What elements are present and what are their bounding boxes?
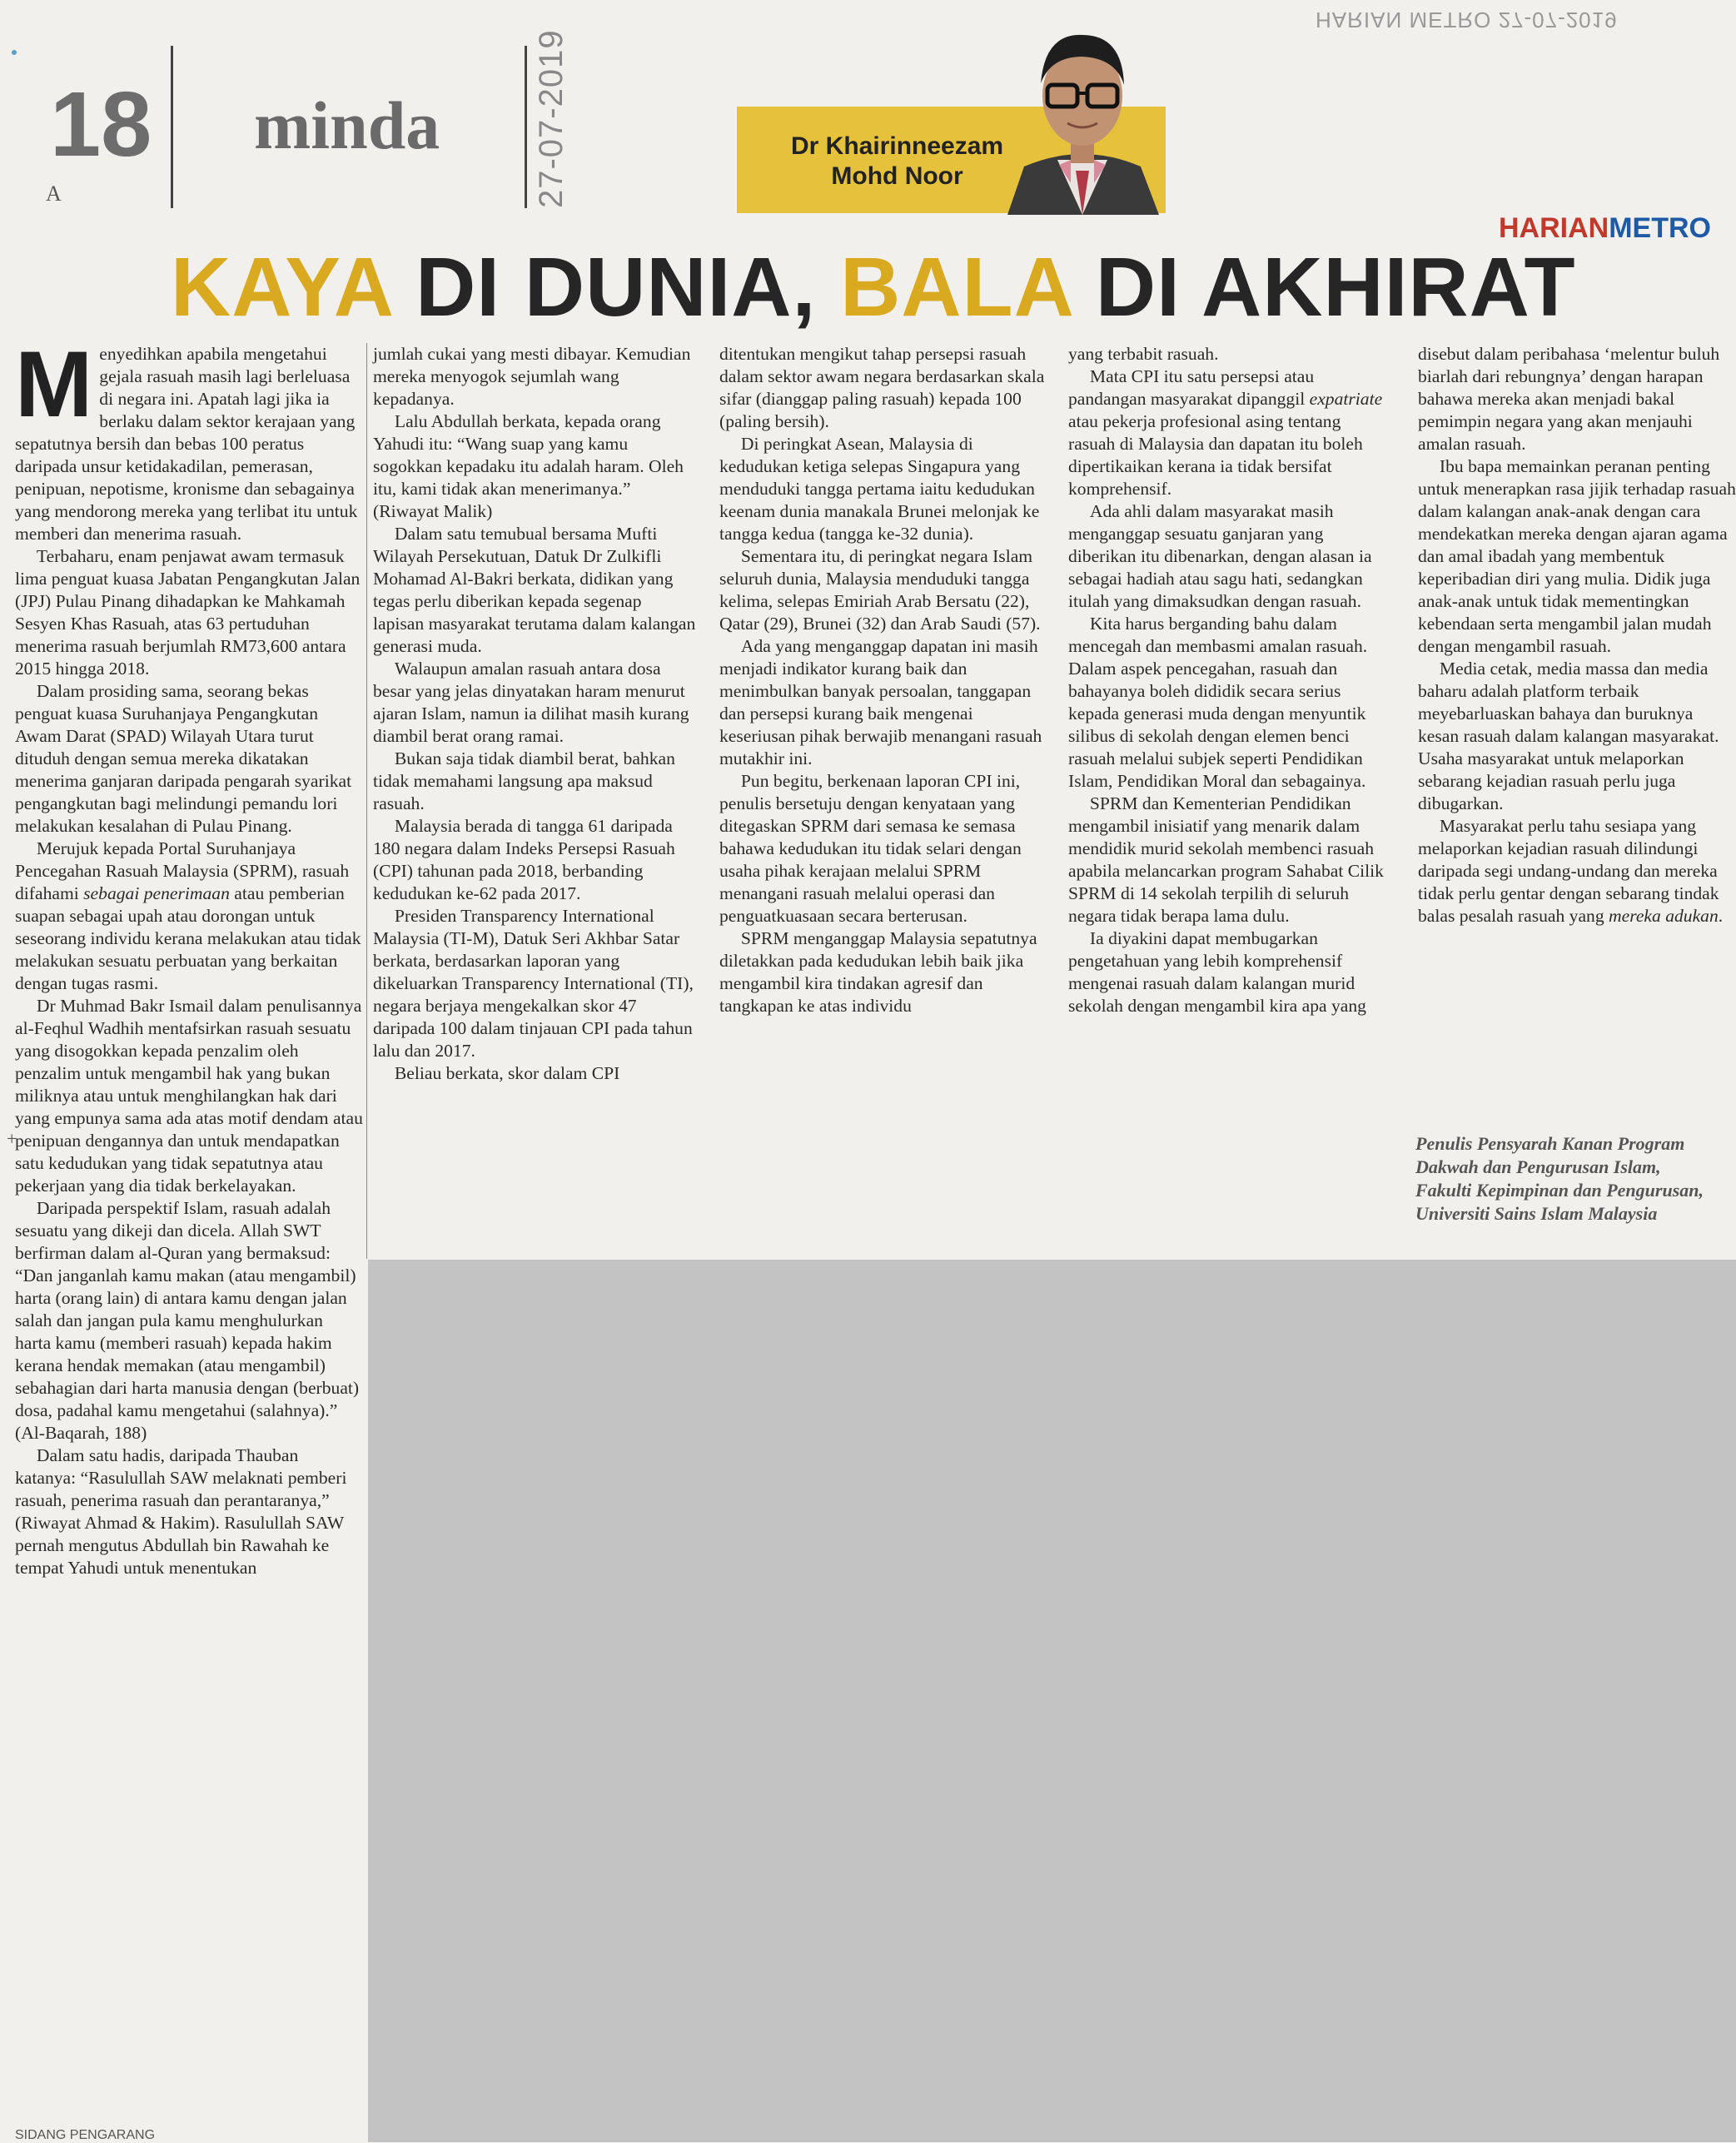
- paragraph: Walaupun amalan rasuah antara dosa besar yang jelas dinyatakan haram menurut ajaran Islam, namun ia dilihat masih kurang diambil berat orang ramai.: [373, 659, 689, 746]
- section-title: minda: [254, 87, 440, 163]
- paragraph: Malaysia berada di tangga 61 daripada 180 negara dalam Indeks Persepsi Rasuah (CPI) tahunan pada 2018, berbanding kedudukan ke-62 pada 2017.: [373, 816, 675, 903]
- article-column-4: [1068, 343, 1391, 1017]
- margin-mark: +: [7, 1128, 17, 1149]
- paragraph: Media cetak, media massa dan media baharu adalah platform terbaik meyebarluaskan bahaya dan buruknya kesan rasuah dalam kalangan masyarakat. Usaha masyarakat untuk melaporkan sebarang kejadian rasuah perlu juga dibugarkan.: [1418, 659, 1719, 813]
- paragraph: Lalu Abdullah berkata, kepada orang Yahudi itu: “Wang suap yang kamu sogokkan kepadaku itu adalah haram. Oleh itu, kami tidak akan menerimanya.” (Riwayat Malik): [373, 411, 684, 521]
- paragraph: Masyarakat perlu tahu sesiapa yang melaporkan kejadian rasuah dilindungi daripada segi undang-undang dan mereka tidak perlu gentar dengan sebarang tindak balas pesalah rasuah yang mereka adukan.: [1418, 816, 1724, 926]
- author-bio: Penulis Pensyarah Kanan Program Dakwah dan Pengurusan Islam, Fakulti Kepimpinan dan Pengurusan, Universiti Sains Islam Malaysia: [1415, 1133, 1704, 1224]
- paragraph: disebut dalam peribahasa ‘melentur buluh biarlah dari rebungnya’ dengan harapan bahawa mereka akan menjadi bakal pemimpin negara yang akan menjauhi amalan rasuah.: [1418, 344, 1720, 454]
- article-column-1: Menyedihkan apabila mengetahui gejala rasuah masih lagi berleluasa di negara ini. Apatah lagi jika ia berlaku dalam sektor kerajaan yang sepatutnya bersih dan bebas 100 peratus daripada unsur ketidakadilan, pemerasan, penipuan, nepotisme, kronisme dan sebagainya yang mendorong mereka yang terlibat itu untuk memberi dan menerima rasuah. Terbaharu, enam penjawat awam termasuk lima penguat kuasa Jabatan Pengangkutan Jalan (JPJ) Pulau Pinang dihadapkan ke Mahkamah Sesyen Khas Rasuah, atas 63 pertuduhan menerima rasuah berjumlah RM73,600 antara 2015 hingga 2018. Dalam prosiding sama, seorang bekas penguat kuasa Suruhanjaya Pengangkutan Awam Darat (SPAD) Wilayah Utara turut dituduh dengan semua mereka dikatakan menerima ganjaran daripada pengarah syarikat pengangkutan bagi melindungi pemandu lori melakukan kesalahan di Pulau Pinang. Merujuk kepada Portal Suruhanjaya Pencegahan Rasuah Malaysia (SPRM), rasuah difahami sebagai penerimaan atau pemberian suapan sebagai upah atau dorongan untuk seseorang individu kerana melakukan atau tidak melakukan sesuatu perbuatan yang berkaitan dengan tugas rasmi. Dr Muhmad Bakr Ismail dalam penulisannya al-Feqhul Wadhih mentafsirkan rasuah sesuatu yang disogokkan kepada penzalim oleh penzalim untuk mengambil hak yang bukan miliknya atau untuk menghilangkan hak dari yang empunya sama ada atas motif dendam atau penipuan dengannya dan untuk mendapatkan satu kedudukan yang tidak sepatutnya atau pekerjaan yang dia tidak berkelayakan. Daripada perspektif Islam, rasuah adalah sesuatu yang dikeji dan dicela. Allah SWT berfirman dalam al-Quran yang bermaksud: “Dan janganlah kamu makan (atau mengambil) harta (orang lain) di antara kamu dengan jalan salah dan jangan pula kamu menghulurkan harta kamu (memberi rasuah) kepada hakim kerana hendak memakan (atau mengambil) sebahagian dari harta manusia dengan (berbuat) dosa, padahal kamu mengetahui (salahnya).” (Al-Baqarah, 188) Dalam satu hadis, daripada Thauban katanya: “Rasulullah SAW melaknati pemberi rasuah, penerima rasuah dan perantaranya,” (Riwayat Ahmad & Hakim). Rasulullah SAW pernah mengutus Abdullah bin Rawahah ke tempat Yahudi untuk menentukan: [15, 332, 363, 1578]
- footer-label: SIDANG PENGARANG: [15, 2128, 156, 2142]
- newspaper-brand: HARIANMETRO: [1499, 212, 1711, 244]
- paragraph: Daripada perspektif Islam, rasuah adalah sesuatu yang dikeji dan dicela. Allah SWT berfirman dalam al-Quran yang bermaksud: “Dan janganlah kamu makan (atau mengambil) harta (orang lain) di antara kamu dengan jalan salah dan jangan pula kamu menghulurkan harta kamu (memberi rasuah) kepada hakim kerana hendak memakan (atau mengambil) sebahagian dari harta manusia dengan (berbuat) dosa, padahal kamu mengetahui (salahnya).” (Al-Baqarah, 188): [15, 1198, 360, 1443]
- blank-area: [368, 1260, 1736, 2142]
- paragraph: Dalam satu hadis, daripada Thauban katanya: “Rasulullah SAW melaknati pemberi rasuah, penerima rasuah dan perantaranya,” (Riwayat Ahmad & Hakim). Rasulullah SAW pernah mengutus Abdullah bin Rawahah ke tempat Yahudi untuk menentukan: [15, 1445, 347, 1578]
- paragraph: Kita harus berganding bahu dalam mencegah dan membasmi amalan rasuah. Dalam aspek pencegahan, rasuah dan bahayanya boleh dididik secara serius kepada generasi muda dengan menyuntik silibus di sekolah dengan elemen benci rasuah melalui subjek seperti Pendidikan Islam, Pendidikan Moral dan sebagainya.: [1068, 614, 1368, 791]
- paragraph: Ada ahli dalam masyarakat masih menganggap sesuatu ganjaran yang diberikan itu dibenarkan, dengan alasan ia sebagai hadiah atau sagu hati, sedangkan itulah yang dimaksudkan dengan rasuah.: [1068, 501, 1372, 611]
- header-divider: [171, 46, 173, 208]
- paragraph: Mata CPI itu satu persepsi atau pandangan masyarakat dipanggil expatriate atau pekerja profesional asing tentang rasuah di Malaysia dan dapatan itu boleh dipertikaikan kerana ia tidak bersifat komprehensif.: [1068, 366, 1383, 499]
- paragraph: jumlah cukai yang mesti dibayar. Kemudian mereka menyogok sejumlah wang kepadanya.: [373, 344, 691, 409]
- paragraph: SPRM menganggap Malaysia sepatutnya diletakkan pada kedudukan lebih baik jika mengambil kira tindakan agresif dan tangkapan ke atas individu: [719, 928, 1037, 1016]
- paragraph: Terbaharu, enam penjawat awam termasuk lima penguat kuasa Jabatan Pengangkutan Jalan (JPJ) Pulau Pinang dihadapkan ke Mahkamah Sesyen Khas Rasuah, atas 63 pertuduhan menerima rasuah berjumlah RM73,600 antara 2015 hingga 2018.: [15, 546, 361, 679]
- paragraph: Beliau berkata, skor dalam CPI: [394, 1063, 620, 1083]
- paragraph: Presiden Transparency International Malaysia (TI-M), Datuk Seri Akhbar Satar berkata, berdasarkan laporan yang dikeluarkan Transparency International (TI), negara berjaya mengekalkan skor 47 daripada 100 dalam tinjauan CPI pada tahun lalu dan 2017.: [373, 906, 694, 1061]
- paragraph: Di peringkat Asean, Malaysia di kedudukan ketiga selepas Singapura yang menduduki tangga pertama iaitu kedudukan keenam dunia manakala Brunei melonjak ke tangga kedua (tangga ke-32 dunia).: [719, 434, 1040, 544]
- author-name: Dr Khairinneezam Mohd Noor: [791, 132, 1004, 190]
- paragraph: Ibu bapa memainkan peranan penting untuk menerapkan rasa jijik terhadap rasuah dalam kalangan anak-anak dengan cara mendekatkan mereka dengan ajaran agama dan amal ibadah yang membentuk keperibadian diri yang mulia. Didik juga anak-anak untuk tidak mementingkan kebendaan serta mengambil jalan mudah dengan mengambil rasuah.: [1418, 456, 1736, 656]
- headline: KAYA DI DUNIA, BALA DI AKHIRAT: [171, 241, 1576, 334]
- paragraph: yang terbabit rasuah.: [1068, 344, 1219, 364]
- paragraph: ditentukan mengikut tahap persepsi rasuah dalam sektor awam negara berdasarkan skala sifar (dianggap paling rasuah) kepada 100 (paling bersih).: [719, 344, 1045, 431]
- author-photo: [999, 17, 1166, 215]
- column-rule: [366, 343, 367, 1259]
- paragraph: Dalam satu temubual bersama Mufti Wilayah Persekutuan, Datuk Dr Zulkifli Mohamad Al-Bakri berkata, didikan yang tegas perlu diberikan kepada segenap lapisan masyarakat terutama dalam kalangan generasi muda.: [373, 524, 696, 656]
- registration-mark: [12, 50, 17, 55]
- page-number: 18: [50, 73, 152, 176]
- drop-cap: M: [15, 332, 93, 436]
- article-column-2: [373, 343, 696, 1085]
- paragraph: Dalam prosiding sama, seorang bekas penguat kuasa Suruhanjaya Pengangkutan Awam Darat (SPAD) Wilayah Utara turut dituduh dengan semua mereka dikatakan menerima ganjaran daripada pengarah syarikat pengangkutan bagi melindungi pemandu lori melakukan kesalahan di Pulau Pinang.: [15, 681, 352, 836]
- article-column-3: [719, 343, 1046, 1017]
- paragraph: Ia diyakini dapat membugarkan pengetahuan yang lebih komprehensif mengenai rasuah dalam kalangan murid sekolah dengan mengambil kira apa yang: [1068, 928, 1366, 1016]
- paragraph: Merujuk kepada Portal Suruhanjaya Pencegahan Rasuah Malaysia (SPRM), rasuah difahami sebagai penerimaan atau pemberian suapan sebagai upah atau dorongan untuk seseorang individu kerana melakukan atau tidak melakukan sesuatu perbuatan yang berkaitan dengan tugas rasmi.: [15, 838, 361, 993]
- edition-letter: A: [46, 181, 62, 206]
- paragraph: Ada yang menganggap dapatan ini masih menjadi indikator kurang baik dan menimbulkan banyak persoalan, tanggapan dan persepsi kurang baik mengenai keseriusan pihak berwajib menangani rasuah mutakhir ini.: [719, 636, 1042, 768]
- paragraph: Dr Muhmad Bakr Ismail dalam penulisannya al-Feqhul Wadhih mentafsirkan rasuah sesuatu yang disogokkan kepada penzalim oleh penzalim untuk mengambil hak yang bukan miliknya atau untuk menghilangkan hak dari yang empunya sama ada atas motif dendam atau penipuan dengannya dan untuk mendapatkan satu kedudukan yang tidak sepatutnya atau pekerjaan yang dia tidak berkelayakan.: [15, 996, 363, 1196]
- paragraph: Sementara itu, di peringkat negara Islam seluruh dunia, Malaysia menduduki tangga kelima, selepas Emiriah Arab Bersatu (22), Qatar (29), Brunei (32) dan Arab Saudi (57).: [719, 546, 1041, 634]
- paragraph: SPRM dan Kementerian Pendidikan mengambil inisiatif yang menarik dalam mendidik murid sekolah membenci rasuah apabila melancarkan program Sahabat Cilik SPRM di 14 sekolah terpilih di seluruh negara tidak berapa lama dulu.: [1068, 793, 1384, 926]
- paragraph: Pun begitu, berkenaan laporan CPI ini, penulis bersetuju dengan kenyataan yang ditegaskan SPRM dari semasa ke semasa bahawa kedudukan itu tidak selari dengan usaha pihak kerajaan melalui SPRM menangani rasuah melalui operasi dan penguatkuasaan secara berterusan.: [719, 771, 1022, 926]
- issue-date: 27-07-2019: [533, 29, 570, 208]
- paragraph: Bukan saja tidak diambil berat, bahkan tidak memahami langsung apa maksud rasuah.: [373, 748, 675, 813]
- mirrored-masthead: HARIAN METRO 27-07-2019: [1316, 7, 1618, 32]
- article-column-5: [1418, 343, 1736, 927]
